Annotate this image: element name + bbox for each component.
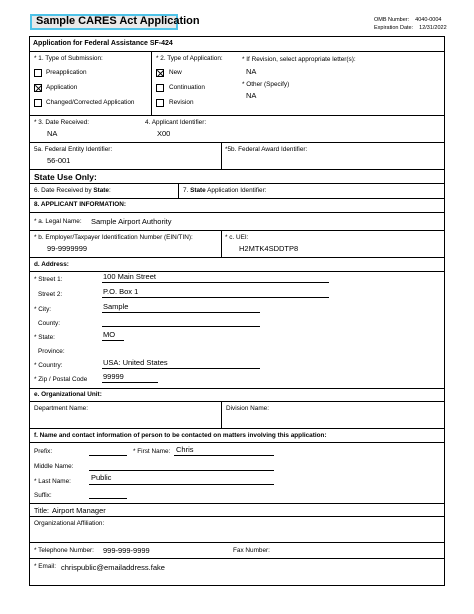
zip-label: * Zip / Postal Code	[34, 376, 88, 383]
affiliation-label: Organizational Affiliation:	[34, 520, 105, 527]
street1-underline	[102, 282, 329, 283]
street1-value[interactable]: 100 Main Street	[103, 272, 156, 281]
application-label: Application	[46, 84, 78, 91]
divider	[29, 558, 445, 559]
divider	[29, 142, 445, 143]
preapplication-label: Preapplication	[46, 69, 87, 76]
divider	[29, 198, 445, 199]
ein-label: * b. Employer/Taxpayer Identification Number (EIN/TIN):	[34, 234, 193, 241]
revision-letters-label: * If Revision, select appropriate letter(s):	[242, 56, 356, 63]
divider	[29, 212, 445, 213]
last-name-value[interactable]: Public	[91, 473, 112, 482]
title-value[interactable]: Airport Manager	[52, 506, 106, 515]
street2-underline	[102, 297, 329, 298]
page-title: Sample CARES Act Application	[36, 15, 200, 27]
state-date-received-prefix: 6. Date Received by	[34, 187, 94, 194]
legal-name-value[interactable]: Sample Airport Authority	[91, 217, 172, 226]
divider	[29, 257, 445, 258]
divider	[221, 230, 222, 257]
divider	[29, 183, 445, 184]
state-app-identifier-label	[183, 187, 267, 195]
address-heading: d. Address:	[34, 261, 69, 268]
state-use-heading: State Use Only:	[34, 172, 97, 182]
first-name-label: * First Name:	[133, 448, 171, 455]
state-underline	[102, 340, 124, 341]
revision-letters-value[interactable]: NA	[246, 67, 257, 76]
federal-award-label: *5b. Federal Award Identifier:	[225, 146, 308, 153]
prefix-underline	[89, 455, 127, 456]
date-received-label: * 3. Date Received:	[34, 119, 90, 126]
state-label: * State:	[34, 334, 55, 341]
divider	[29, 388, 445, 389]
continuation-label: Continuation	[169, 84, 205, 91]
last-name-underline	[89, 484, 274, 485]
contact-heading: f. Name and contact information of person to be contacted on matters involving this application:	[34, 432, 327, 439]
country-value[interactable]: USA: United States	[103, 358, 168, 367]
federal-entity-label: 5a. Federal Entity Identifier:	[34, 146, 113, 153]
new-label: New	[169, 69, 182, 76]
legal-name-label: * a. Legal Name:	[34, 218, 82, 225]
state-app-prefix: 7.	[183, 187, 191, 194]
divider	[29, 115, 445, 116]
last-name-label: * Last Name:	[34, 478, 71, 485]
divider	[221, 142, 222, 169]
application-checkbox[interactable]	[34, 84, 42, 92]
ein-value[interactable]: 99-9999999	[47, 244, 88, 253]
suffix-label: Suffix:	[34, 492, 52, 499]
other-specify-value[interactable]: NA	[246, 91, 257, 100]
state-app-bold: State	[190, 187, 206, 194]
application-type-label: * 2. Type of Application:	[156, 55, 223, 62]
applicant-info-heading: 8. APPLICANT INFORMATION:	[34, 201, 126, 208]
division-label: Division Name:	[226, 405, 269, 412]
telephone-label: * Telephone Number:	[34, 547, 94, 554]
omb-number-label: OMB Number:	[374, 17, 410, 23]
org-unit-heading: e. Organizational Unit:	[34, 391, 102, 398]
city-value[interactable]: Sample	[103, 302, 129, 311]
zip-underline	[102, 382, 158, 383]
middle-name-underline	[89, 470, 274, 471]
middle-name-label: Middle Name:	[34, 463, 74, 470]
first-name-value[interactable]: Chris	[176, 445, 194, 454]
divider	[29, 428, 445, 429]
state-app-suffix: Application Identifier:	[205, 187, 267, 194]
country-underline	[102, 368, 260, 369]
submission-label: * 1. Type of Submission:	[34, 55, 103, 62]
divider	[178, 183, 179, 198]
fax-label: Fax Number:	[233, 547, 270, 554]
street2-value[interactable]: P.O. Box 1	[103, 287, 139, 296]
new-checkbox[interactable]	[156, 69, 164, 77]
divider	[29, 516, 445, 517]
continuation-checkbox[interactable]	[156, 84, 164, 92]
preapplication-checkbox[interactable]	[34, 69, 42, 77]
federal-entity-value[interactable]: 56-001	[47, 156, 71, 165]
applicant-identifier-value[interactable]: X00	[157, 129, 171, 138]
revision-label: Revision	[169, 99, 194, 106]
divider	[29, 271, 445, 272]
omb-info	[374, 16, 447, 32]
state-value[interactable]: MO	[103, 330, 116, 339]
applicant-identifier-label: 4. Applicant Identifier:	[145, 119, 207, 126]
uei-label: * c. UEI:	[225, 234, 249, 241]
email-label: * Email:	[34, 563, 57, 570]
form-title: Application for Federal Assistance SF-424	[33, 40, 173, 47]
street2-label: Street 2:	[38, 291, 63, 298]
city-label: * City:	[34, 306, 52, 313]
county-label: County:	[38, 320, 61, 327]
state-date-received-bold: State	[93, 187, 109, 194]
country-label: * Country:	[34, 362, 63, 369]
department-label: Department Name:	[34, 405, 88, 412]
divider	[29, 169, 445, 170]
email-value[interactable]: chrispublic@emailaddress.fake	[61, 563, 165, 572]
divider	[29, 503, 445, 504]
first-name-underline	[174, 455, 274, 456]
divider	[29, 542, 445, 543]
date-received-value[interactable]: NA	[47, 129, 58, 138]
prefix-label: Prefix:	[34, 448, 53, 455]
divider	[29, 230, 445, 231]
state-date-received-label	[34, 187, 111, 195]
city-underline	[102, 312, 260, 313]
other-specify-label: * Other (Specify)	[242, 81, 290, 88]
zip-value[interactable]: 99999	[103, 372, 124, 381]
county-underline	[102, 326, 260, 327]
omb-number: 4040-0004	[415, 17, 442, 23]
telephone-value[interactable]: 999-999-9999	[103, 546, 150, 555]
divider	[151, 51, 152, 115]
expiration-label: Expiration Date:	[374, 25, 414, 31]
title-label: Title:	[34, 508, 49, 515]
revision-checkbox[interactable]	[156, 99, 164, 107]
divider	[29, 401, 445, 402]
expiration-date: 12/31/2022	[419, 25, 447, 31]
divider	[29, 442, 445, 443]
state-date-received-suffix: :	[108, 187, 111, 194]
suffix-underline	[89, 498, 127, 499]
changed-corrected-label: Changed/Corrected Application	[46, 99, 135, 106]
changed-corrected-checkbox[interactable]	[34, 99, 42, 107]
street1-label: * Street 1:	[34, 276, 63, 283]
divider	[29, 51, 445, 52]
uei-value[interactable]: H2MTK4SDDTP8	[239, 244, 299, 253]
province-label: Province:	[38, 348, 65, 355]
divider	[221, 401, 222, 428]
